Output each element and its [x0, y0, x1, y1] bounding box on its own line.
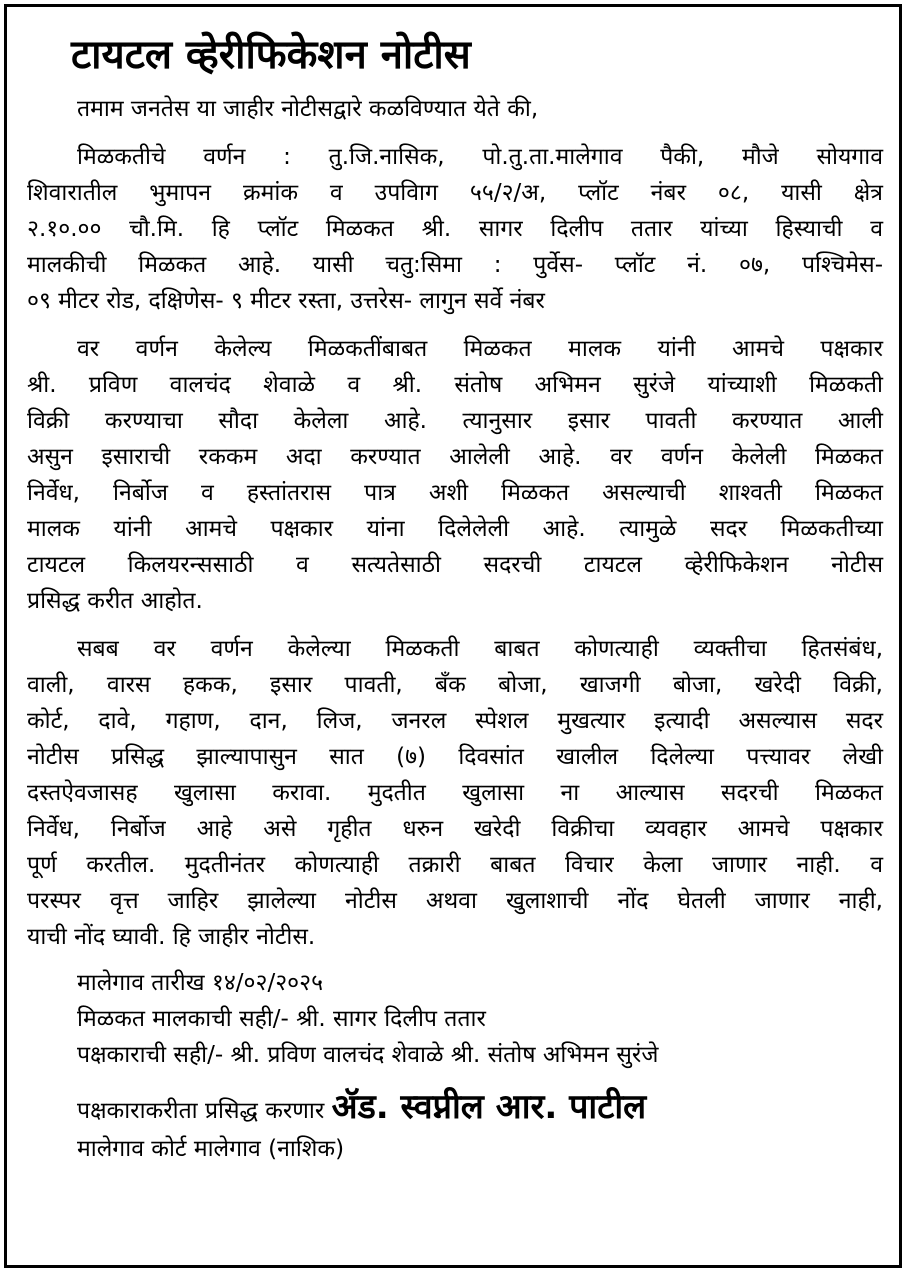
property-line: २.१०.०० चौ.मि. हि प्लॉट मिळकत श्री. सागर दिलीप ततार यांच्या हिस्याची व: [27, 216, 883, 242]
para2-line: टायटल किलयरन्ससाठी व सत्यतेसाठी सदरची टायटल व्हेरीफिकेशन नोटीस: [27, 552, 883, 578]
para3-line: सबब वर वर्णन केलेल्या मिळकती बाबत कोणत्याही व्यक्तीचा हितसंबंध,: [77, 636, 883, 662]
para3-line: याची नोंद घ्यावी. हि जाहीर नोटीस.: [27, 924, 316, 950]
para2-line: असुन इसाराची रककम अदा करण्यात आलेली आहे. वर वर्णन केलेली मिळकत: [27, 444, 883, 470]
intro-line: तमाम जनतेस या जाहीर नोटीसद्वारे कळविण्यात येते की,: [77, 96, 539, 122]
para2-line: वर वर्णन केलेल्य मिळकतींबाबत मिळकत मालक यांनी आमचे पक्षकार: [77, 336, 883, 362]
notice-title: टायटल व्हेरीफिकेशन नोटीस: [71, 32, 471, 78]
property-line: शिवारातील भुमापन क्रमांक व उपविाग ५५/२/अ, प्लॉट नंबर ०८, यासी क्षेत्र: [27, 180, 883, 206]
property-line: मिळकतीचे वर्णन : तु.जि.नासिक, पो.तु.ता.मालेगाव पैकी, मौजे सोयगाव: [77, 144, 883, 170]
para3-line: नोटीस प्रसिद्ध झाल्यापासुन सात (७) दिवसांत खालील दिलेल्या पत्त्यावर लेखी: [27, 744, 883, 770]
para3-line: परस्पर वृत्त जाहिर झालेल्या नोटीस अथवा खुलाशाची नोंद घेतली जाणार नाही,: [27, 888, 883, 914]
para2-line: श्री. प्रविण वालचंद शेवाळे व श्री. संतोष अभिमन सुरंजे यांच्याशी मिळकती: [27, 372, 883, 398]
advocate-name: ॲड. स्वप्नील आर. पाटील: [331, 1087, 647, 1127]
publisher-prefix: पक्षकाराकरीता प्रसिद्ध करणार: [77, 1098, 325, 1124]
para2-line: प्रसिद्ध करीत आहोत.: [27, 588, 203, 614]
para3-line: निर्वेध, निर्बोज आहे असे गृहीत धरुन खरेदी विक्रीचा व्यवहार आमचे पक्षकार: [27, 816, 883, 842]
para2-line: निर्वेध, निर्बोज व हस्तांतरास पात्र अशी मिळकत असल्याची शाश्वती मिळकत: [27, 480, 883, 506]
address-line: मालेगाव कोर्ट मालेगाव (नाशिक): [77, 1136, 345, 1162]
para3-line: कोर्ट, दावे, गहाण, दान, लिज, जनरल स्पेशल मुखत्यार इत्यादी असल्यास सदर: [27, 708, 883, 734]
para3-line: दस्तऐवजासह खुलासा करावा. मुदतीत खुलासा ना आल्यास सदरची मिळकत: [27, 780, 883, 806]
para2-line: विक्री करण्याचा सौदा केलेला आहे. त्यानुसार इसार पावती करण्यात आली: [27, 408, 883, 434]
property-line: ०९ मीटर रोड, दक्षिणेस- ९ मीटर रस्ता, उत्तरेस- लागुन सर्वे नंबर: [27, 288, 545, 314]
date-line: मालेगाव तारीख १४/०२/२०२५: [77, 970, 324, 996]
para2-line: मालक यांनी आमचे पक्षकार यांना दिलेलेली आहे. त्यामुळे सदर मिळकतीच्या: [27, 516, 883, 542]
notice-box: [4, 4, 902, 1268]
para3-line: पूर्ण करतील. मुदतीनंतर कोणत्याही तक्रारी बाबत विचार केला जाणार नाही. व: [27, 852, 883, 878]
publisher-line: [77, 1085, 646, 1133]
para3-line: वाली, वारस हकक, इसार पावती, बँक बोजा, खाजगी बोजा, खरेदी विक्री,: [27, 672, 883, 698]
property-line: मालकीची मिळकत आहे. यासी चतु:सिमा : पुर्वेस- प्लॉट नं. ०७, पश्चिमेस-: [27, 252, 883, 278]
client-signature: पक्षकाराची सही/- श्री. प्रविण वालचंद शेवाळे श्री. संतोष अभिमन सुरंजे: [77, 1042, 659, 1068]
owner-signature: मिळकत मालकाची सही/- श्री. सागर दिलीप ततार: [77, 1006, 486, 1032]
